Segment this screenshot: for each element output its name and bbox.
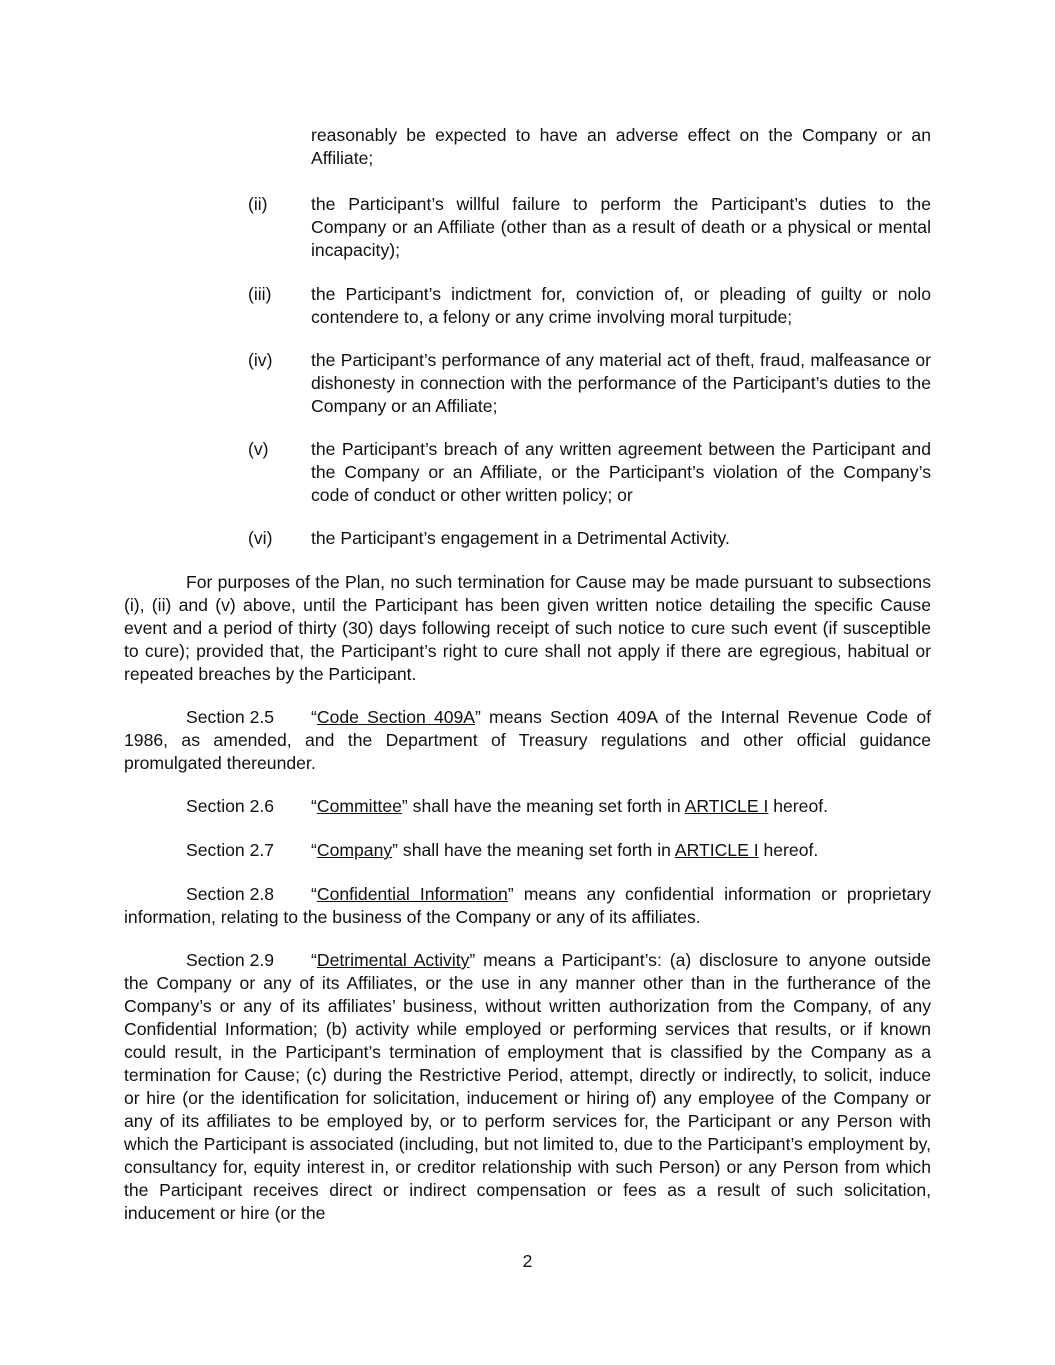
section-label: Section 2.7 — [186, 840, 275, 860]
page-number: 2 — [522, 1251, 533, 1271]
clause-i-continuation: reasonably be expected to have an adverse effect on the Company or an Affiliate; — [311, 125, 931, 168]
section-tail: hereof. — [768, 796, 829, 816]
clause-number: (iii) — [248, 284, 272, 304]
article-reference: ARTICLE I — [674, 840, 759, 860]
clause-number: (ii) — [248, 194, 268, 214]
section-label: Section 2.5 — [186, 707, 275, 727]
clause-text: the Participant’s performance of any material act of theft, fraud, malfeasance or dishonesty in connection with the performance of the Participant’s duties to the Company or an Affiliate; — [311, 350, 931, 416]
section-2-9 — [124, 949, 931, 1225]
defined-term: Company — [316, 840, 393, 860]
section-text: shall have the meaning set forth in — [407, 796, 685, 816]
article-reference: ARTICLE I — [684, 796, 769, 816]
section-label: Section 2.6 — [186, 796, 275, 816]
section-2-8 — [124, 883, 931, 929]
close-quote: ” — [401, 796, 408, 816]
clause-number: (v) — [248, 439, 269, 459]
close-quote: ” — [469, 950, 476, 970]
section-2-5 — [124, 706, 931, 775]
purposes-paragraph — [124, 571, 931, 686]
section-text: shall have the meaning set forth in — [398, 840, 675, 860]
clause-number: (iv) — [248, 350, 273, 370]
clause-text: the Participant’s breach of any written agreement between the Participant and the Company or an Affiliate, or the Participant’s violation of the Company’s code of conduct or other written policy; or — [311, 439, 931, 505]
open-quote: “ — [311, 840, 317, 860]
clause-text: the Participant’s indictment for, conviction of, or pleading of guilty or nolo contendere to, a felony or any crime involving moral turpitude; — [311, 284, 931, 327]
clause-text: the Participant’s willful failure to perform the Participant’s duties to the Company or an Affiliate (other than as a result of death or a physical or mental incapacity); — [311, 194, 931, 260]
close-quote: ” — [475, 707, 481, 727]
defined-term: Detrimental Activity — [316, 950, 470, 970]
close-quote: ” — [507, 884, 514, 904]
purposes-text: For purposes of the Plan, no such termination for Cause may be made pursuant to subsections (i), (ii) and (v) above, until the Participant has been given written notice detailing the specific Cause event and a period of thirty (30) days following receipt of such notice to cure such event (if susceptible to cure); provided that, the Participant’s right to cure shall not apply if there are egregious, habitual or repeated breaches by the Participant. — [124, 572, 931, 684]
section-label: Section 2.8 — [186, 884, 275, 904]
section-text: means Section 409A of the Internal Revenue Code of 1986, as amended, and the Department of Treasury regulations and other official guidance promulgated thereunder. — [124, 707, 931, 773]
section-2-6 — [124, 795, 931, 818]
section-text: means any confidential information or proprietary information, relating to the business of the Company or any of its affiliates. — [124, 884, 931, 927]
clause-text: the Participant’s engagement in a Detrimental Activity. — [311, 528, 730, 548]
open-quote: “ — [311, 796, 317, 816]
clause-number: (vi) — [248, 528, 273, 548]
open-quote: “ — [311, 884, 317, 904]
defined-term: Committee — [316, 796, 402, 816]
defined-term: Confidential Information — [316, 884, 508, 904]
section-text: means a Participant’s: (a) disclosure to anyone outside the Company or any of its Affiliates, or the use in any manner other than in the furtherance of the Company’s or any of its affiliates’ business, without written authorization from the Company, of any Confidential Information; (b) activity while employed or performing services that results, or if known could result, in the Participant’s termination of employment that is classified by the Company as a termination for Cause; (c) during the Restrictive Period, attempt, directly or indirectly, to solicit, induce or hire (or the identification for solicitation, inducement or hiring of) any employee of the Company or any of its affiliates to be employed by, or to perform services for, the Participant or any Person with which the Participant is associated (including, but not limited to, due to the Participant’s employment by, consultancy for, equity interest in, or creditor relationship with such Person) or any Person from which the Participant receives direct or indirect compensation or fees as a result of such solicitation, inducement or hire (or the — [124, 950, 931, 1223]
section-label: Section 2.9 — [186, 950, 275, 970]
section-2-7 — [124, 839, 931, 862]
close-quote: ” — [392, 840, 399, 860]
section-tail: hereof. — [758, 840, 819, 860]
defined-term: Code Section 409A — [316, 707, 476, 727]
open-quote: “ — [311, 950, 317, 970]
open-quote: “ — [311, 707, 317, 727]
